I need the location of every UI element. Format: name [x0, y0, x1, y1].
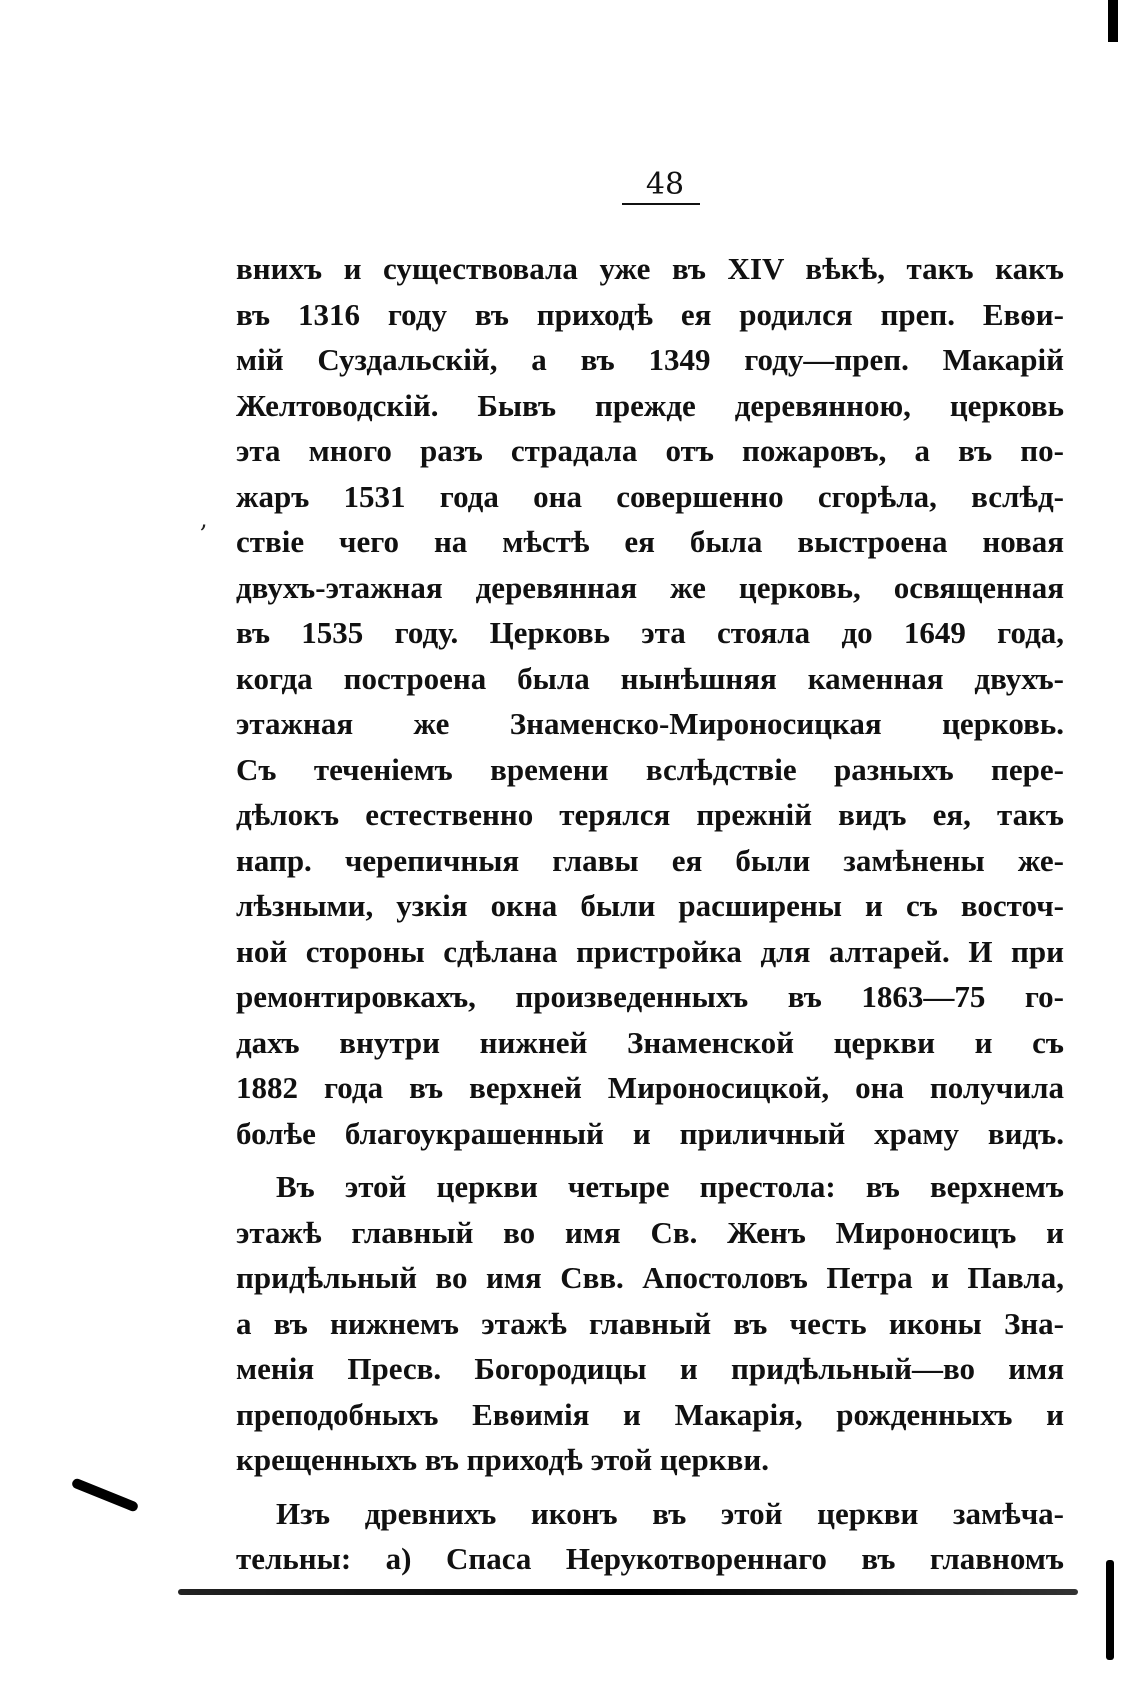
text-line: ствіе чего на мѣстѣ ея была выстроена новая: [236, 524, 1064, 559]
text-line: преподобныхъ Евѳимія и Макарія, рожденныхъ и: [236, 1396, 1064, 1432]
text-line: ной стороны сдѣлана пристройка для алтарей. И при: [236, 933, 1064, 969]
text-line: двухъ-этажная деревянная же церковь, освященная: [236, 569, 1064, 605]
text-line: въ 1316 году въ приходѣ ея родился преп. Евѳи-: [236, 296, 1064, 332]
text-line: тельны: а) Спаса Нерукотвореннаго въ главномъ: [236, 1541, 1064, 1576]
page-number: 48: [645, 167, 685, 202]
bottom-rule: [178, 1589, 1078, 1595]
text-line: Изъ древнихъ иконъ въ этой церкви замѣча-: [276, 1495, 1064, 1531]
ink-smudge: [71, 1477, 140, 1512]
text-line: ремонтировкахъ, произведенныхъ въ 1863—75 го-: [236, 979, 1064, 1014]
text-line: дѣлокъ естественно терялся прежній видъ ея, такъ: [236, 797, 1064, 832]
scan-edge-mark: [1108, 0, 1118, 42]
text-line: дахъ внутри нижней Знаменской церкви и съ: [236, 1024, 1064, 1060]
text-line: этажная же Знаменско-Мироносицкая церковь.: [236, 706, 1064, 741]
text-line: крещенныхъ въ приходѣ этой церкви.: [236, 1442, 769, 1477]
text-line: Въ этой церкви четыре престола: въ верхнемъ: [276, 1169, 1064, 1204]
text-line: мій Суздальскій, а въ 1349 году—преп. Макарій: [236, 342, 1064, 377]
text-line: болѣе благоукрашенный и приличный храму видъ.: [236, 1115, 1064, 1151]
scan-edge-mark: [1106, 1560, 1114, 1660]
text-line: Желтоводскій. Бывъ прежде деревянною, церковь: [236, 387, 1064, 423]
page-number-underline: [622, 203, 700, 205]
text-line: этажѣ главный во имя Св. Женъ Мироносицъ и: [236, 1214, 1064, 1250]
text-line: Съ теченіемъ времени вслѣдствіе разныхъ пере-: [236, 751, 1064, 787]
text-line: вниxъ и существовала уже въ XIV вѣкѣ, такъ какъ: [236, 251, 1064, 286]
text-line: 1882 года въ верхней Мироносицкой, она получила: [236, 1070, 1064, 1105]
text-line: менія Пресв. Богородицы и придѣльный—во имя: [236, 1351, 1064, 1386]
text-line: эта много разъ страдала отъ пожаровъ, а въ по-: [236, 433, 1064, 468]
text-line: жаръ 1531 года она совершенно сгорѣла, вслѣд-: [236, 478, 1064, 514]
text-line: въ 1535 году. Церковь эта стояла до 1649 года,: [236, 615, 1064, 650]
text-line: лѣзными, узкія окна были расширены и съ восточ-: [236, 888, 1064, 923]
paragraph-gap: [236, 1156, 1064, 1164]
text-line: придѣльный во имя Свв. Апостоловъ Петра и Павла,: [236, 1260, 1064, 1295]
text-line: когда построена была нынѣшняя каменная двухъ-: [236, 660, 1064, 696]
text-line: напр. черепичныя главы ея были замѣнены же-: [236, 842, 1064, 878]
body-text: [236, 246, 1064, 1582]
paragraph-gap: [236, 1483, 1064, 1491]
margin-mark: ,: [200, 505, 208, 533]
text-line: а въ нижнемъ этажѣ главный въ честь иконы Зна-: [236, 1305, 1064, 1341]
